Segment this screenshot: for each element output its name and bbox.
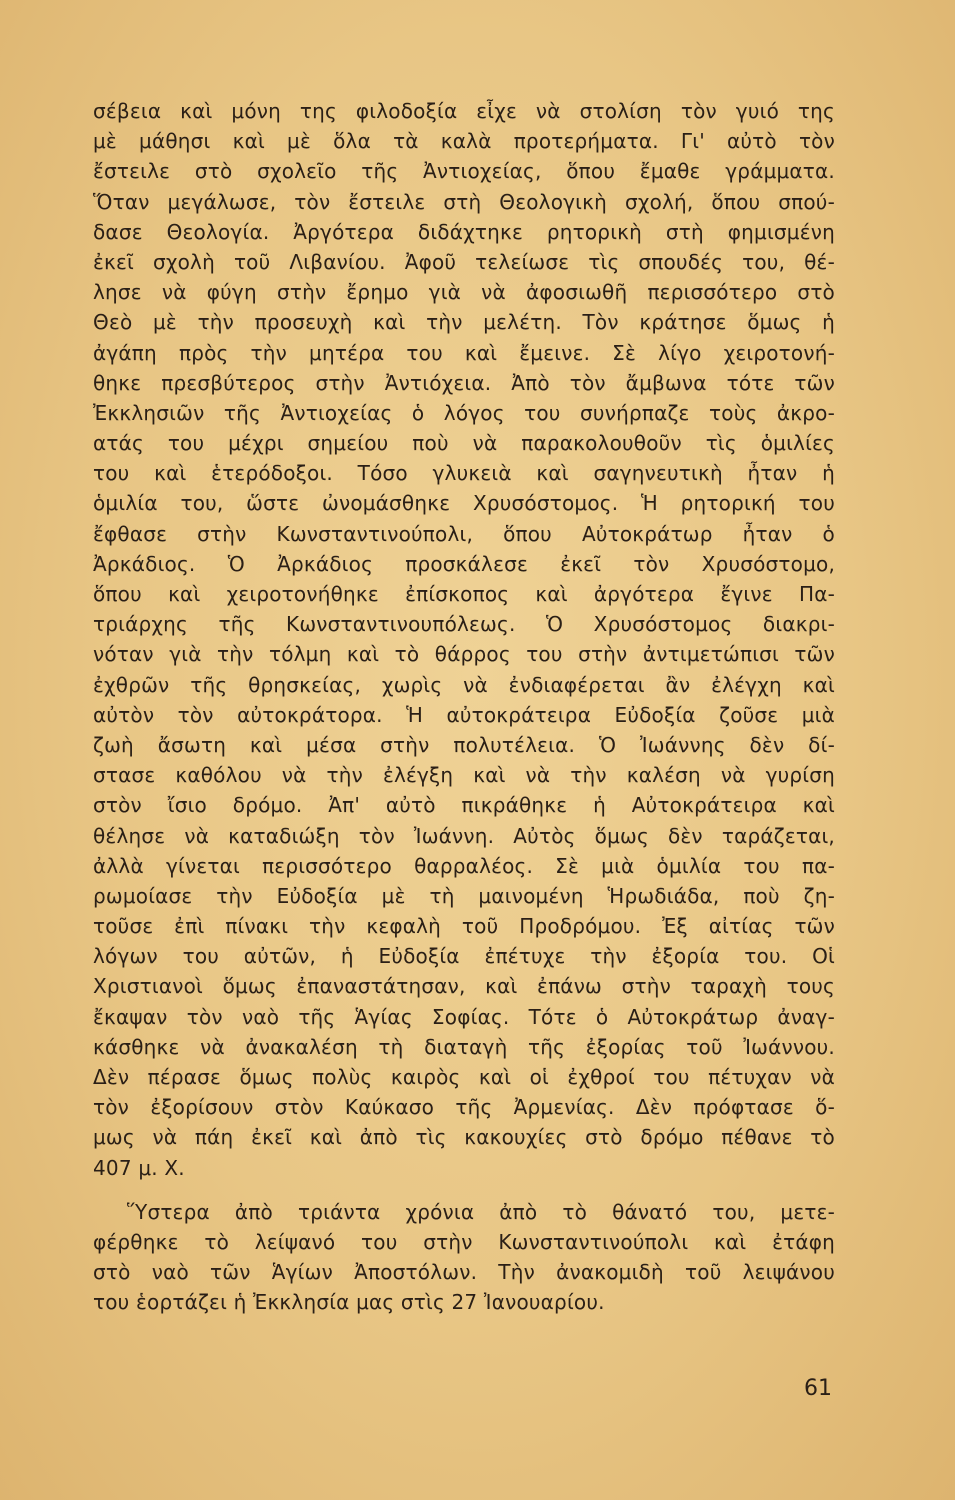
- text-line: στασε καθόλου νὰ τὴν ἐλέγξη καὶ νὰ τὴν καλέση νὰ γυρίση: [93, 763, 835, 788]
- text-line: μὲ μάθησι καὶ μὲ ὅλα τὰ καλὰ προτερήματα. Γι' αὐτὸ τὸν: [93, 129, 835, 154]
- text-line: στὸν ἴσιο δρόμο. Ἀπ' αὐτὸ πικράθηκε ἡ Αὐτοκράτειρα καὶ: [93, 793, 835, 818]
- text-line: τριάρχης τῆς Κωνσταντινουπόλεως. Ὁ Χρυσόστομος διακρι-: [93, 612, 835, 637]
- text-line: μως νὰ πάη ἐκεῖ καὶ ἀπὸ τὶς κακουχίες στὸ δρόμο πέθανε τὸ: [93, 1125, 835, 1150]
- text-line: αὐτὸν τὸν αὐτοκράτορα. Ἡ αὐτοκράτειρα Εὐδοξία ζοῦσε μιὰ: [93, 702, 835, 727]
- text-line: λόγων του αὐτῶν, ἡ Εὐδοξία ἐπέτυχε τὴν ἐξορία του. Οἱ: [93, 944, 835, 969]
- text-line: τοῦσε ἐπὶ πίνακι τὴν κεφαλὴ τοῦ Προδρόμου. Ἐξ αἰτίας τῶν: [93, 914, 835, 939]
- text-line: στὸ ναὸ τῶν Ἁγίων Ἀποστόλων. Τὴν ἀνακομιδὴ τοῦ λειψάνου: [93, 1260, 835, 1285]
- text-line: φέρθηκε τὸ λείψανό του στὴν Κωνσταντινούπολι καὶ ἐτάφη: [93, 1229, 835, 1254]
- text-line: ὁμιλία του, ὥστε ὠνομάσθηκε Χρυσόστομος. Ἡ ρητορική του: [93, 491, 835, 516]
- text-line: λησε νὰ φύγη στὴν ἔρημο γιὰ νὰ ἀφοσιωθῆ περισσότερο στὸ: [93, 280, 835, 305]
- text-line: Χριστιανοὶ ὅμως ἐπαναστάτησαν, καὶ ἐπάνω στὴν ταραχὴ τους: [93, 974, 835, 999]
- paragraph: [93, 1197, 835, 1318]
- text-line: τὸν ἐξορίσουν στὸν Καύκασο τῆς Ἀρμενίας. Δὲν πρόφτασε ὅ-: [93, 1095, 835, 1120]
- text-line: Ὕστερα ἀπὸ τριάντα χρόνια ἀπὸ τὸ θάνατό του, μετε-: [127, 1199, 835, 1224]
- text-line: Ὅταν μεγάλωσε, τὸν ἔστειλε στὴ Θεολογικὴ σχολή, ὅπου σπού-: [93, 189, 835, 214]
- text-line: νόταν γιὰ τὴν τόλμη καὶ τὸ θάρρος του στὴν ἀντιμετώπισι τῶν: [93, 642, 835, 667]
- text-line: ἔστειλε στὸ σχολεῖο τῆς Ἀντιοχείας, ὅπου ἔμαθε γράμματα.: [93, 159, 835, 184]
- text-line: σέβεια καὶ μόνη της φιλοδοξία εἶχε νὰ στολίση τὸν γυιό της: [93, 99, 835, 123]
- text-line: ρωμοίασε τὴν Εὐδοξία μὲ τὴ μαινομένη Ἡρωδιάδα, ποὺ ζη-: [93, 883, 835, 908]
- text-line: Ἀρκάδιος. Ὁ Ἀρκάδιος προσκάλεσε ἐκεῖ τὸν Χρυσόστομο,: [93, 551, 835, 576]
- text-line: Δὲν πέρασε ὅμως πολὺς καιρὸς καὶ οἱ ἐχθροί του πέτυχαν νὰ: [93, 1065, 835, 1089]
- text-line: 407 μ. Χ.: [93, 1155, 185, 1180]
- text-line: Ἐκκλησιῶν τῆς Ἀντιοχείας ὁ λόγος του συνήρπαζε τοὺς ἀκρο-: [93, 400, 835, 425]
- text-line: ὅπου καὶ χειροτονήθηκε ἐπίσκοπος καὶ ἀργότερα ἔγινε Πα-: [93, 582, 835, 606]
- text-line: ατάς του μέχρι σημείου ποὺ νὰ παρακολουθοῦν τὶς ὁμιλίες: [93, 431, 835, 456]
- text-line: του ἑορτάζει ἡ Ἐκκλησία μας στὶς 27 Ἰανουαρίου.: [93, 1290, 605, 1315]
- page-number: 61: [804, 1376, 832, 1401]
- text-line: ἔφθασε στὴν Κωνσταντινούπολι, ὅπου Αὐτοκράτωρ ἦταν ὁ: [93, 521, 835, 546]
- text-line: Θεὸ μὲ τὴν προσευχὴ καὶ τὴν μελέτη. Τὸν κράτησε ὅμως ἡ: [93, 310, 835, 335]
- paragraph-gap: [93, 1183, 835, 1197]
- text-line: θέλησε νὰ καταδιώξη τὸν Ἰωάννη. Αὐτὸς ὅμως δὲν ταράζεται,: [93, 823, 835, 848]
- text-line: ἔκαψαν τὸν ναὸ τῆς Ἁγίας Σοφίας. Τότε ὁ Αὐτοκράτωρ ἀναγ-: [93, 1004, 835, 1029]
- paragraph: [93, 96, 835, 1183]
- text-line: κάσθηκε νὰ ἀνακαλέση τὴ διαταγὴ τῆς ἐξορίας τοῦ Ἰωάννου.: [93, 1034, 835, 1059]
- text-line: του καὶ ἑτερόδοξοι. Τόσο γλυκειὰ καὶ σαγηνευτικὴ ἦταν ἡ: [93, 461, 835, 486]
- body-text: [93, 96, 835, 1318]
- text-line: ἐκεῖ σχολὴ τοῦ Λιβανίου. Ἀφοῦ τελείωσε τὶς σπουδές του, θέ-: [93, 249, 835, 274]
- text-line: ἀλλὰ γίνεται περισσότερο θαρραλέος. Σὲ μιὰ ὁμιλία του πα-: [93, 853, 835, 878]
- text-line: ζωὴ ἄσωτη καὶ μέσα στὴν πολυτέλεια. Ὁ Ἰωάννης δὲν δί-: [93, 732, 835, 757]
- text-line: δασε Θεολογία. Ἀργότερα διδάχτηκε ρητορικὴ στὴ φημισμένη: [93, 219, 835, 244]
- text-line: ἀγάπη πρὸς τὴν μητέρα του καὶ ἔμεινε. Σὲ λίγο χειροτονή-: [93, 340, 835, 365]
- text-line: θηκε πρεσβύτερος στὴν Ἀντιόχεια. Ἀπὸ τὸν ἄμβωνα τότε τῶν: [93, 370, 835, 395]
- text-line: ἐχθρῶν τῆς θρησκείας, χωρὶς νὰ ἐνδιαφέρεται ἂν ἐλέγχη καὶ: [93, 672, 835, 697]
